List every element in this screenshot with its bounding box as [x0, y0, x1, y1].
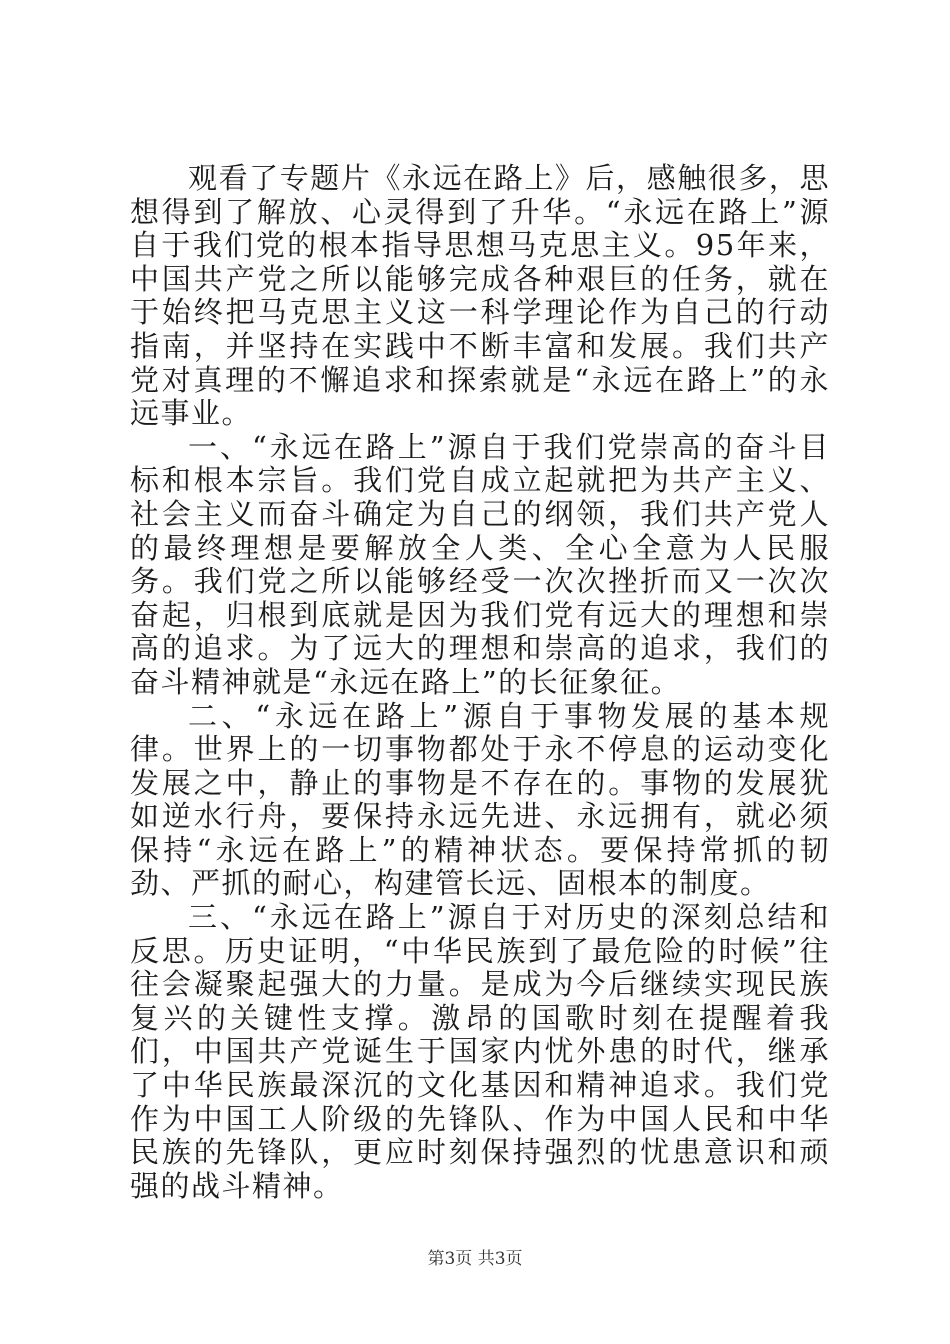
paragraph-section-1: 一、“永远在路上”源自于我们党崇高的奋斗目标和根本宗旨。我们党自成立起就把为共产主义、社会主义而奋斗确定为自己的纲领，我们共产党人的最终理想是要解放全人类、全心全意为人民服务。我们党之所以能够经受一次次挫折而又一次次奋起，归根到底就是因为我们党有远大的理想和崇高的追求。为了远大的理想和崇高的追求，我们的奋斗精神就是“永远在路上”的长征象征。 [130, 429, 830, 699]
paragraph-section-2: 二、“永远在路上”源自于事物发展的基本规律。世界上的一切事物都处于永不停息的运动变化发展之中，静止的事物是不存在的。事物的发展犹如逆水行舟，要保持永远先进、永远拥有，就必须保持“永远在路上”的精神状态。要保持常抓的韧劲、严抓的耐心，构建管长远、固根本的制度。 [130, 698, 830, 901]
page-footer: 第3页 共3页 [427, 1249, 523, 1269]
paragraph-intro: 观看了专题片《永远在路上》后，感触很多，思想得到了解放、心灵得到了升华。“永远在路上”源自于我们党的根本指导思想马克思主义。95年来，中国共产党之所以能够完成各种艰巨的任务，就在于始终把马克思主义这一科学理论作为自己的行动指南，并坚持在实践中不断丰富和发展。我们共产党对真理的不懈追求和探索就是“永远在路上”的永远事业。 [130, 161, 830, 431]
paragraph-section-3: 三、“永远在路上”源自于对历史的深刻总结和反思。历史证明，“中华民族到了最危险的时候”往往会凝聚起强大的力量。是成为今后继续实现民族复兴的关键性支撑。激昂的国歌时刻在提醒着我们，中国共产党诞生于国家内忧外患的时代，继承了中华民族最深沉的文化基因和精神追求。我们党作为中国工人阶级的先锋队、作为中国人民和中华民族的先锋队，更应时刻保持强烈的忧患意识和顽强的战斗精神。 [130, 900, 830, 1203]
document-body [130, 162, 830, 1203]
